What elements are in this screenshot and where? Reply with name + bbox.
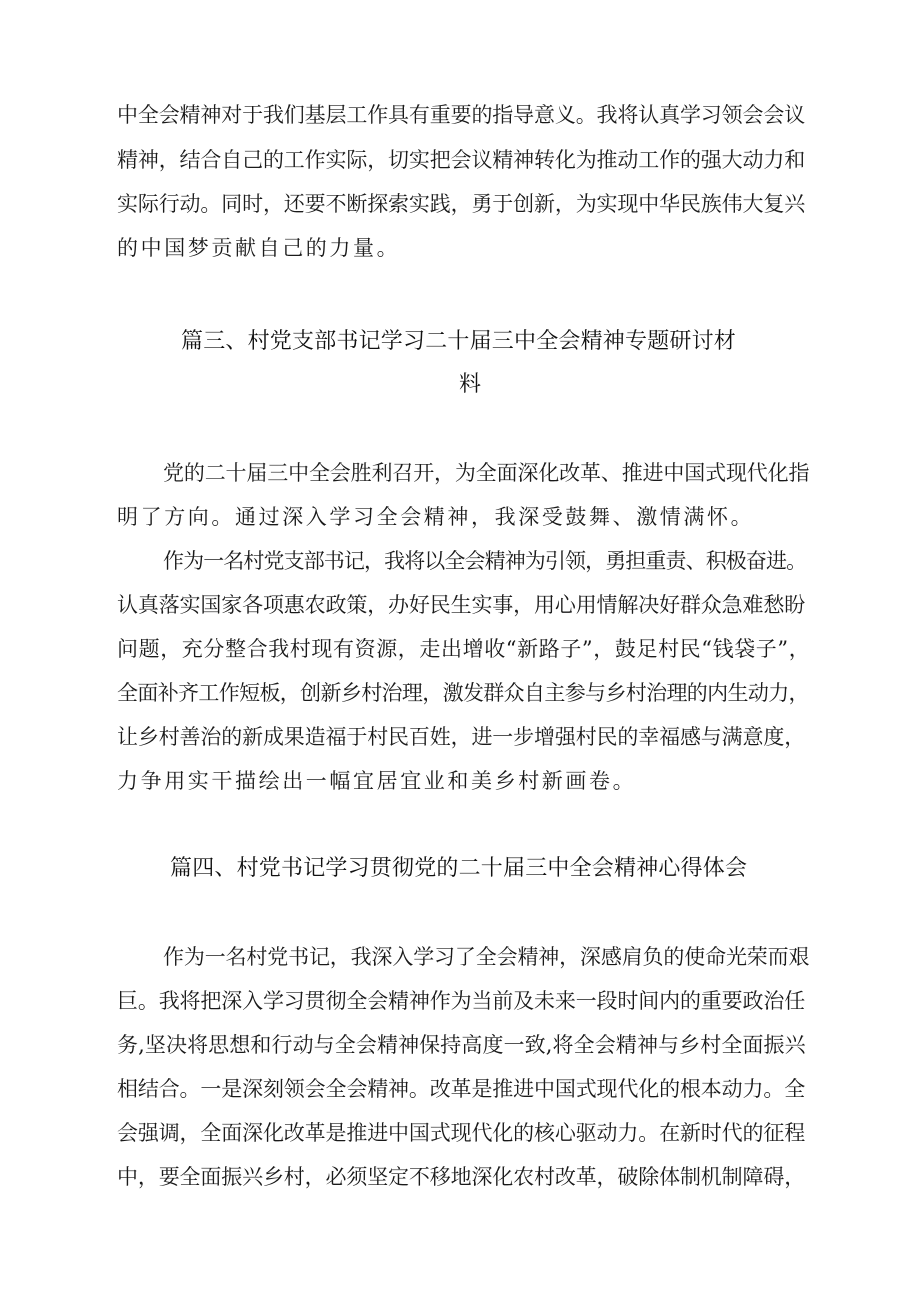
intro-line-3: 实际行动。同时，还要不断探索实践，勇于创新，为实现中华民族伟大复兴 xyxy=(117,192,806,216)
section3-p1-line-2: 明了方向。通过深入学习全会精神，我深受鼓舞、激情满怀。 xyxy=(117,505,755,529)
section3-p2-line-3: 问题，充分整合我村现有资源，走出增收“新路子”，鼓足村民“钱袋子”， xyxy=(117,637,811,661)
section3-p2-line-4: 全面补齐工作短板，创新乡村治理，激发群众自主参与乡村治理的内生动力， xyxy=(117,681,809,705)
section4-p1-line-2: 巨。我将把深入学习贯彻全会精神作为当前及未来一段时间内的重要政治任 xyxy=(117,989,806,1013)
section4-title: 篇四、村党书记学习贯彻党的二十届三中全会精神心得体会 xyxy=(170,856,748,881)
section3-p2-line-5: 让乡村善治的新成果造福于村民百姓，进一步增强村民的幸福感与满意度， xyxy=(117,725,806,749)
section3-title-line-2: 料 xyxy=(459,372,482,397)
section4-p1-line-5: 会强调，全面深化改革是推进中国式现代化的核心驱动力。在新时代的征程 xyxy=(117,1121,806,1145)
section3-p2-line-6: 力争用实干描绘出一幅宜居宜业和美乡村新画卷。 xyxy=(117,769,637,793)
section3-p2-line-1: 作为一名村党支部书记，我将以全会精神为引领，勇担重责、积极奋进。 xyxy=(163,549,807,573)
section3-p2-line-2: 认真落实国家各项惠农政策，办好民生实事，用心用情解决好群众急难愁盼 xyxy=(117,593,806,617)
section3-p1-line-1: 党的二十届三中全会胜利召开，为全面深化改革、推进中国式现代化指 xyxy=(163,461,810,485)
section4-p1-line-6: 中，要全面振兴乡村，必须坚定不移地深化农村改革，破除体制机制障碍， xyxy=(117,1165,806,1189)
section4-p1-line-3: 务,坚决将思想和行动与全会精神保持高度一致,将全会精神与乡村全面振兴 xyxy=(117,1033,806,1057)
intro-line-2: 精神，结合自己的工作实际，切实把会议精神转化为推动工作的强大动力和 xyxy=(117,148,806,172)
section4-p1-line-4: 相结合。一是深刻领会全会精神。改革是推进中国式现代化的根本动力。全 xyxy=(117,1077,806,1101)
section4-p1-line-1: 作为一名村党书记，我深入学习了全会精神，深感肩负的使命光荣而艰 xyxy=(163,945,810,969)
intro-line-4: 的中国梦贡献自己的力量。 xyxy=(117,236,401,260)
intro-line-1: 中全会精神对于我们基层工作具有重要的指导意义。我将认真学习领会会议 xyxy=(117,103,806,127)
section3-title-line-1: 篇三、村党支部书记学习二十届三中全会精神专题研讨材 xyxy=(181,329,737,354)
